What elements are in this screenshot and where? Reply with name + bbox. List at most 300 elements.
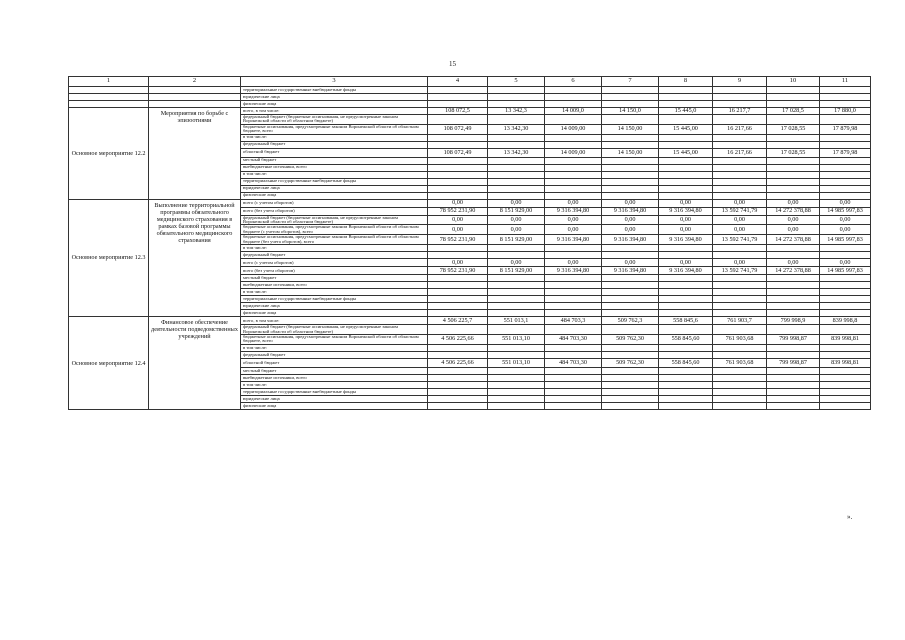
value-cell (713, 141, 767, 148)
value-cell (428, 310, 488, 317)
value-cell: 0,00 (659, 259, 713, 267)
value-cell (488, 245, 545, 252)
value-cell (602, 171, 659, 178)
empty-cell (149, 94, 241, 101)
value-cell (602, 185, 659, 192)
value-cell (545, 252, 602, 259)
value-cell (767, 310, 820, 317)
value-cell (545, 94, 602, 101)
value-cell: 9 316 394,80 (659, 207, 713, 215)
value-cell: 108 072,49 (428, 124, 488, 134)
value-cell (602, 344, 659, 351)
value-cell (488, 141, 545, 148)
table-row (69, 108, 871, 115)
value-cell: 0,00 (488, 199, 545, 207)
value-cell (820, 171, 871, 178)
value-cell (767, 388, 820, 395)
value-cell: 558 845,60 (659, 358, 713, 367)
funding-source: всего, в том числе: (241, 317, 428, 325)
value-cell (428, 351, 488, 358)
funding-source: в том числе: (241, 134, 428, 141)
value-cell (602, 275, 659, 282)
value-cell (767, 171, 820, 178)
funding-source: бюджетные ассигнования, предусмотренные законом Воронежской области об областном бюджете, всего (241, 335, 428, 345)
value-cell (659, 282, 713, 289)
value-cell: 0,00 (602, 215, 659, 225)
value-cell: 839 998,8 (820, 317, 871, 325)
value-cell (767, 402, 820, 409)
value-cell (767, 282, 820, 289)
value-cell: 17 028,5 (767, 108, 820, 115)
value-cell (428, 141, 488, 148)
value-cell: 0,00 (428, 225, 488, 235)
value-cell (545, 134, 602, 141)
value-cell (488, 344, 545, 351)
value-cell: 17 879,98 (820, 124, 871, 134)
value-cell (659, 310, 713, 317)
value-cell: 0,00 (767, 215, 820, 225)
value-cell (820, 178, 871, 185)
value-cell: 9 316 394,80 (659, 267, 713, 275)
table-row (69, 94, 871, 101)
funding-source: юридические лица (241, 395, 428, 402)
value-cell (713, 115, 767, 125)
value-cell (659, 395, 713, 402)
value-cell (659, 245, 713, 252)
value-cell: 8 151 929,00 (488, 235, 545, 245)
value-cell (428, 303, 488, 310)
value-cell: 14 985 997,83 (820, 267, 871, 275)
funding-source: в том числе: (241, 289, 428, 296)
value-cell: 799 998,87 (767, 358, 820, 367)
column-header: 6 (545, 77, 602, 87)
funding-source: в том числе: (241, 381, 428, 388)
value-cell (713, 282, 767, 289)
value-cell (713, 289, 767, 296)
funding-source: территориальные государственные внебюджетные фонды (241, 178, 428, 185)
value-cell (545, 101, 602, 108)
value-cell (659, 94, 713, 101)
value-cell: 509 762,30 (602, 358, 659, 367)
value-cell: 9 316 394,80 (602, 235, 659, 245)
value-cell (602, 94, 659, 101)
column-header: 7 (602, 77, 659, 87)
value-cell (488, 275, 545, 282)
value-cell (545, 275, 602, 282)
value-cell (820, 351, 871, 358)
value-cell (545, 310, 602, 317)
value-cell (820, 381, 871, 388)
funding-source: юридические лица (241, 303, 428, 310)
value-cell: 558 845,6 (659, 317, 713, 325)
value-cell (767, 178, 820, 185)
value-cell (767, 134, 820, 141)
value-cell: 9 316 394,80 (545, 267, 602, 275)
value-cell: 15 445,0 (659, 108, 713, 115)
value-cell (428, 381, 488, 388)
value-cell (659, 289, 713, 296)
table-row (69, 101, 871, 108)
value-cell (428, 402, 488, 409)
value-cell: 509 762,30 (602, 335, 659, 345)
value-cell (767, 303, 820, 310)
value-cell (602, 134, 659, 141)
column-header: 5 (488, 77, 545, 87)
value-cell: 0,00 (545, 259, 602, 267)
value-cell: 4 506 225,66 (428, 335, 488, 345)
value-cell (713, 192, 767, 199)
value-cell: 0,00 (545, 215, 602, 225)
value-cell (428, 367, 488, 374)
value-cell: 17 880,0 (820, 108, 871, 115)
funding-source: территориальные государственные внебюджетные фонды (241, 87, 428, 94)
value-cell (428, 325, 488, 335)
value-cell (713, 344, 767, 351)
value-cell (820, 141, 871, 148)
value-cell (602, 374, 659, 381)
value-cell: 484 703,3 (545, 317, 602, 325)
value-cell (602, 388, 659, 395)
value-cell (820, 388, 871, 395)
value-cell: 17 028,55 (767, 124, 820, 134)
value-cell: 14 272 378,88 (767, 235, 820, 245)
value-cell (713, 245, 767, 252)
value-cell: 484 703,30 (545, 335, 602, 345)
value-cell (820, 303, 871, 310)
value-cell (713, 252, 767, 259)
value-cell: 14 150,0 (602, 108, 659, 115)
value-cell (428, 101, 488, 108)
value-cell: 761 903,7 (713, 317, 767, 325)
value-cell (659, 296, 713, 303)
value-cell (545, 325, 602, 335)
funding-source: всего (без учета оборотов) (241, 207, 428, 215)
value-cell (659, 141, 713, 148)
funding-source: областной бюджет (241, 358, 428, 367)
value-cell: 0,00 (820, 215, 871, 225)
value-cell: 0,00 (602, 259, 659, 267)
value-cell: 0,00 (659, 215, 713, 225)
value-cell (659, 171, 713, 178)
value-cell (659, 178, 713, 185)
funding-source: местный бюджет (241, 157, 428, 164)
value-cell: 0,00 (820, 199, 871, 207)
value-cell: 13 592 741,79 (713, 267, 767, 275)
value-cell (488, 325, 545, 335)
table-row (69, 317, 871, 325)
value-cell: 8 151 929,00 (488, 207, 545, 215)
value-cell (602, 296, 659, 303)
value-cell (545, 296, 602, 303)
value-cell (820, 289, 871, 296)
value-cell (659, 351, 713, 358)
value-cell (713, 367, 767, 374)
value-cell (428, 252, 488, 259)
value-cell (602, 402, 659, 409)
value-cell (602, 164, 659, 171)
value-cell (428, 192, 488, 199)
value-cell: 14 150,00 (602, 148, 659, 157)
value-cell (659, 115, 713, 125)
value-cell: 0,00 (428, 215, 488, 225)
value-cell (820, 101, 871, 108)
value-cell: 16 217,66 (713, 148, 767, 157)
value-cell (602, 381, 659, 388)
value-cell (428, 374, 488, 381)
value-cell (659, 367, 713, 374)
value-cell (428, 296, 488, 303)
value-cell: 16 217,7 (713, 108, 767, 115)
value-cell (820, 282, 871, 289)
value-cell (602, 101, 659, 108)
value-cell (602, 178, 659, 185)
header-row (69, 77, 871, 87)
value-cell (713, 178, 767, 185)
value-cell (488, 101, 545, 108)
value-cell (713, 94, 767, 101)
value-cell: 799 998,87 (767, 335, 820, 345)
value-cell (820, 157, 871, 164)
column-header: 9 (713, 77, 767, 87)
measure-name: Основное мероприятие 12.4 (69, 317, 149, 410)
value-cell (545, 395, 602, 402)
value-cell (659, 101, 713, 108)
value-cell (767, 395, 820, 402)
value-cell (428, 164, 488, 171)
value-cell: 13 592 741,79 (713, 207, 767, 215)
value-cell (820, 94, 871, 101)
empty-cell (149, 87, 241, 94)
value-cell (820, 245, 871, 252)
value-cell (659, 87, 713, 94)
value-cell (820, 275, 871, 282)
value-cell (820, 115, 871, 125)
value-cell (767, 374, 820, 381)
value-cell: 9 316 394,80 (659, 235, 713, 245)
value-cell (488, 402, 545, 409)
value-cell (428, 282, 488, 289)
value-cell (602, 115, 659, 125)
value-cell (428, 289, 488, 296)
value-cell (602, 289, 659, 296)
value-cell (659, 252, 713, 259)
value-cell (488, 282, 545, 289)
value-cell (428, 87, 488, 94)
value-cell (545, 367, 602, 374)
value-cell (488, 289, 545, 296)
value-cell: 0,00 (767, 199, 820, 207)
value-cell (767, 367, 820, 374)
measure-name: Основное мероприятие 12.3 (69, 199, 149, 317)
value-cell (428, 94, 488, 101)
value-cell: 839 998,81 (820, 335, 871, 345)
value-cell (713, 101, 767, 108)
value-cell (545, 374, 602, 381)
value-cell (820, 164, 871, 171)
value-cell: 14 009,00 (545, 148, 602, 157)
value-cell (659, 192, 713, 199)
value-cell (602, 395, 659, 402)
value-cell: 9 316 394,80 (602, 207, 659, 215)
value-cell: 761 903,68 (713, 358, 767, 367)
value-cell (767, 351, 820, 358)
value-cell (602, 157, 659, 164)
value-cell (428, 178, 488, 185)
value-cell (428, 245, 488, 252)
value-cell (545, 381, 602, 388)
funding-source: всего (без учета оборотов) (241, 267, 428, 275)
value-cell (488, 252, 545, 259)
value-cell (488, 303, 545, 310)
value-cell (545, 388, 602, 395)
value-cell (767, 381, 820, 388)
value-cell: 8 151 929,00 (488, 267, 545, 275)
value-cell (488, 296, 545, 303)
value-cell (545, 178, 602, 185)
value-cell (428, 157, 488, 164)
value-cell (820, 395, 871, 402)
value-cell: 17 028,55 (767, 148, 820, 157)
value-cell (488, 367, 545, 374)
measure-description: Мероприятия по борьбе с эпизоотиями (149, 108, 241, 200)
value-cell (820, 310, 871, 317)
value-cell (820, 402, 871, 409)
value-cell: 0,00 (713, 259, 767, 267)
funding-source: всего (с учетом оборотов) (241, 199, 428, 207)
value-cell (713, 185, 767, 192)
value-cell: 4 506 225,7 (428, 317, 488, 325)
value-cell (428, 171, 488, 178)
value-cell (545, 344, 602, 351)
value-cell (713, 381, 767, 388)
value-cell (602, 87, 659, 94)
value-cell (713, 87, 767, 94)
value-cell (545, 157, 602, 164)
funding-source: всего, в том числе: (241, 108, 428, 115)
funding-source: физические лица (241, 192, 428, 199)
value-cell (820, 325, 871, 335)
value-cell (820, 367, 871, 374)
value-cell (545, 192, 602, 199)
value-cell (602, 141, 659, 148)
value-cell (659, 374, 713, 381)
value-cell: 484 703,30 (545, 358, 602, 367)
value-cell (713, 395, 767, 402)
value-cell (713, 325, 767, 335)
value-cell (602, 325, 659, 335)
value-cell: 13 342,30 (488, 124, 545, 134)
value-cell (488, 192, 545, 199)
value-cell: 14 009,00 (545, 124, 602, 134)
value-cell: 0,00 (602, 199, 659, 207)
value-cell (767, 275, 820, 282)
value-cell: 0,00 (713, 225, 767, 235)
value-cell (659, 402, 713, 409)
value-cell (767, 115, 820, 125)
funding-source: в том числе: (241, 245, 428, 252)
value-cell (428, 388, 488, 395)
funding-source: внебюджетные источники, всего (241, 282, 428, 289)
value-cell: 4 506 225,66 (428, 358, 488, 367)
value-cell (713, 171, 767, 178)
value-cell (602, 310, 659, 317)
budget-table (68, 76, 871, 410)
value-cell: 9 316 394,80 (545, 235, 602, 245)
value-cell (820, 252, 871, 259)
value-cell (767, 296, 820, 303)
funding-source: всего (с учетом оборотов) (241, 259, 428, 267)
value-cell (659, 388, 713, 395)
value-cell: 0,00 (767, 259, 820, 267)
value-cell (713, 296, 767, 303)
value-cell: 14 985 997,83 (820, 207, 871, 215)
value-cell: 0,00 (545, 225, 602, 235)
funding-source: местный бюджет (241, 367, 428, 374)
value-cell (488, 351, 545, 358)
funding-source: федеральный бюджет (бюджетные ассигнования, не предусмотренные законом Воронежской области об областном бюджете) (241, 325, 428, 335)
value-cell: 0,00 (659, 199, 713, 207)
value-cell (820, 134, 871, 141)
value-cell: 14 150,00 (602, 124, 659, 134)
value-cell (602, 245, 659, 252)
value-cell (488, 388, 545, 395)
value-cell: 15 445,00 (659, 124, 713, 134)
value-cell: 0,00 (713, 215, 767, 225)
value-cell (488, 164, 545, 171)
funding-source: федеральный бюджет (241, 351, 428, 358)
value-cell (820, 344, 871, 351)
column-header: 11 (820, 77, 871, 87)
value-cell (713, 157, 767, 164)
value-cell: 78 952 231,90 (428, 267, 488, 275)
value-cell (545, 185, 602, 192)
value-cell (767, 87, 820, 94)
value-cell (820, 192, 871, 199)
value-cell (820, 374, 871, 381)
value-cell: 78 952 231,90 (428, 235, 488, 245)
value-cell: 0,00 (659, 225, 713, 235)
value-cell: 799 998,9 (767, 317, 820, 325)
value-cell (659, 381, 713, 388)
funding-source: в том числе: (241, 344, 428, 351)
value-cell (713, 310, 767, 317)
empty-cell (69, 94, 149, 101)
funding-source: физические лица (241, 402, 428, 409)
value-cell: 0,00 (428, 199, 488, 207)
value-cell (602, 282, 659, 289)
value-cell (488, 115, 545, 125)
value-cell (713, 134, 767, 141)
value-cell: 0,00 (713, 199, 767, 207)
value-cell (767, 344, 820, 351)
value-cell (545, 289, 602, 296)
value-cell (767, 252, 820, 259)
value-cell (767, 141, 820, 148)
funding-source: юридические лица (241, 94, 428, 101)
column-header: 2 (149, 77, 241, 87)
column-header: 1 (69, 77, 149, 87)
value-cell (713, 351, 767, 358)
value-cell (428, 275, 488, 282)
column-header: 4 (428, 77, 488, 87)
end-mark: ». (847, 513, 853, 521)
value-cell (545, 303, 602, 310)
empty-cell (149, 101, 241, 108)
value-cell (659, 344, 713, 351)
value-cell (488, 87, 545, 94)
value-cell (602, 252, 659, 259)
value-cell (428, 115, 488, 125)
